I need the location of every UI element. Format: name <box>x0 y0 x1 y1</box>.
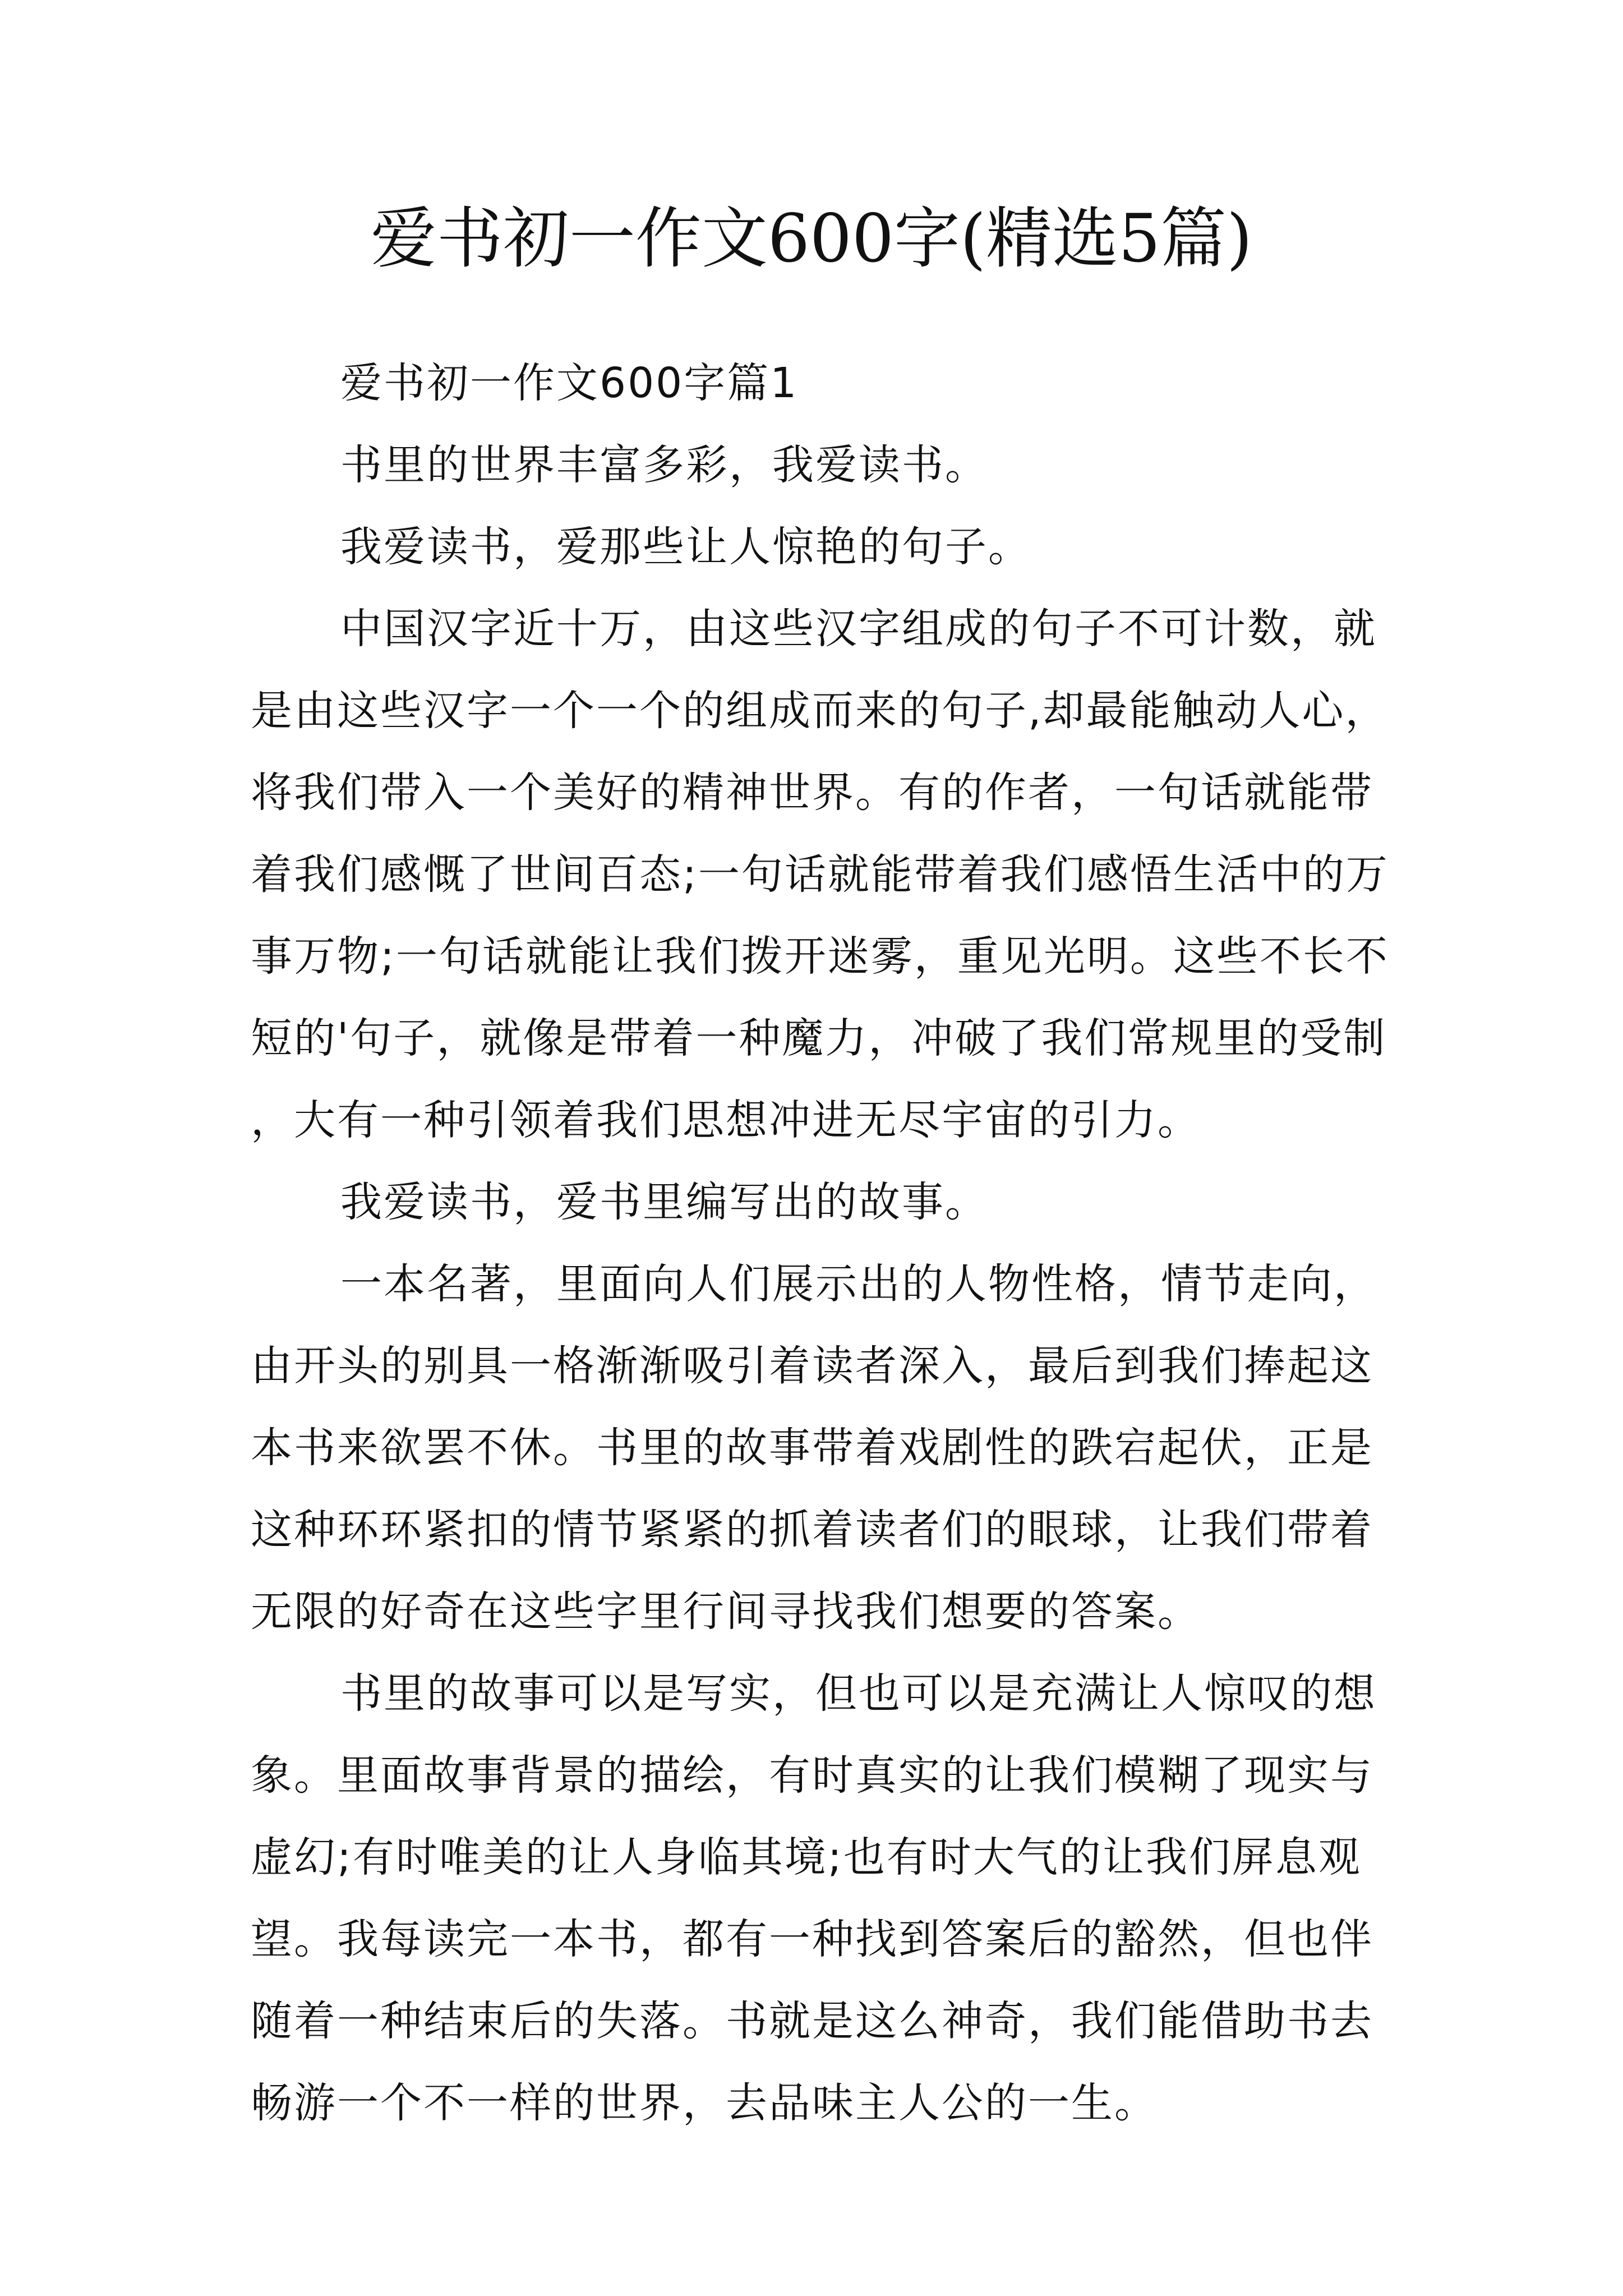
paragraph: 书里的故事可以是写实，但也可以是充满让人惊叹的想象。里面故事背景的描绘，有时真实的让我们模糊了现实与虚幻;有时唯美的让人身临其境;也有时大气的让我们屏息观望。我每读完一本书，都有一种找到答案后的豁然，但也伴随着一种结束后的失落。书就是这么神奇，我们能借助书去畅游一个不一样的世界，去品味主人公的一生。 <box>251 1669 1377 2127</box>
paragraph: 一本名著，里面向人们展示出的人物性格，情节走向，由开头的别具一格渐渐吸引着读者深入，最后到我们捧起这本书来欲罢不休。书里的故事带着戏剧性的跌宕起伏，正是这种环环紧扣的情节紧紧的抓着读者们的眼球，让我们带着无限的好奇在这些字里行间寻找我们想要的答案。 <box>251 1260 1377 1636</box>
document-title: 爱书初一作文600字(精选5篇) <box>370 200 1253 277</box>
paragraph: 中国汉字近十万，由这些汉字组成的句子不可计数，就是由这些汉字一个一个的组成而来的句子,却最能触动人心，将我们带入一个美好的精神世界。有的作者，一句话就能带着我们感慨了世间百态;一句话就能带着我们感悟生活中的万事万物;一句话就能让我们拨开迷雾，重见光明。这些不长不短的'句子，就像是带着一种魔力，冲破了我们常规里的受制，大有一种引领着我们思想冲进无尽宇宙的引力。 <box>251 605 1389 1144</box>
section-heading: 爱书初一作文600字篇1 <box>340 359 799 407</box>
document-body <box>251 342 1395 2144</box>
paragraph: 我爱读书，爱书里编写出的故事。 <box>340 1178 988 1226</box>
paragraph: 我爱读书，爱那些让人惊艳的句子。 <box>340 523 1031 571</box>
paragraph: 书里的世界丰富多彩，我爱读书。 <box>340 441 988 489</box>
